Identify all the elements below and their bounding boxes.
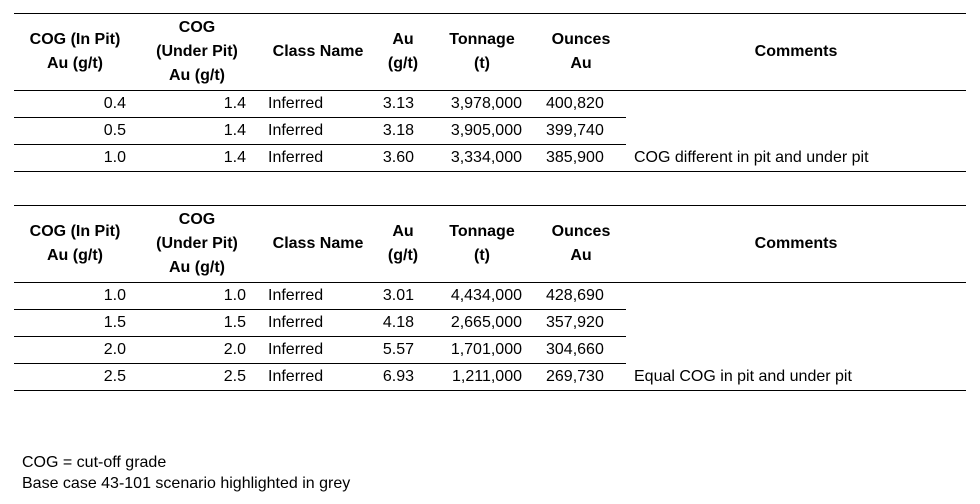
- header-ounces: Ounces Au: [536, 14, 626, 91]
- cog-in-pit-cell: 1.0: [14, 283, 136, 310]
- cog-under-pit-cell: 1.4: [136, 118, 258, 145]
- header-comments: Comments: [626, 14, 966, 91]
- ounces-cell: 385,900: [536, 145, 626, 172]
- cog-in-pit-cell: 1.0: [14, 145, 136, 172]
- class-name-cell: Inferred: [258, 283, 378, 310]
- tonnage-cell: 1,211,000: [428, 364, 536, 391]
- tonnage-cell: 4,434,000: [428, 283, 536, 310]
- class-name-cell: Inferred: [258, 118, 378, 145]
- au-cell: 3.60: [378, 145, 428, 172]
- ounces-cell: 304,660: [536, 337, 626, 364]
- header-row: [14, 14, 966, 91]
- comment-cell: COG different in pit and under pit: [626, 145, 966, 172]
- header-cog-under-pit: COG (Under Pit) Au (g/t): [136, 206, 258, 283]
- table-row: [14, 145, 966, 172]
- comment-cell: [626, 310, 966, 337]
- au-cell: 4.18: [378, 310, 428, 337]
- table-row: [14, 310, 966, 337]
- header-ounces: Ounces Au: [536, 206, 626, 283]
- ounces-cell: 428,690: [536, 283, 626, 310]
- tonnage-cell: 3,905,000: [428, 118, 536, 145]
- cog-in-pit-cell: 0.5: [14, 118, 136, 145]
- cog-in-pit-cell: 0.4: [14, 91, 136, 118]
- comment-cell: [626, 283, 966, 310]
- footnote-base-case: Base case 43-101 scenario highlighted in grey: [22, 475, 351, 492]
- au-cell: 3.01: [378, 283, 428, 310]
- cog-under-pit-cell: 1.5: [136, 310, 258, 337]
- header-comments: Comments: [626, 206, 966, 283]
- resource-table-2: [14, 205, 966, 391]
- ounces-cell: 357,920: [536, 310, 626, 337]
- header-cog-in-pit: COG (In Pit) Au (g/t): [14, 206, 136, 283]
- header-tonnage: Tonnage (t): [428, 206, 536, 283]
- au-cell: 6.93: [378, 364, 428, 391]
- header-cog-under-pit: COG (Under Pit) Au (g/t): [136, 14, 258, 91]
- comment-cell: Equal COG in pit and under pit: [626, 364, 966, 391]
- class-name-cell: Inferred: [258, 310, 378, 337]
- comment-cell: [626, 337, 966, 364]
- table-row: [14, 364, 966, 391]
- ounces-cell: 400,820: [536, 91, 626, 118]
- class-name-cell: Inferred: [258, 145, 378, 172]
- comment-cell: [626, 91, 966, 118]
- header-class-name: Class Name: [258, 14, 378, 91]
- table-row: [14, 91, 966, 118]
- table-row: [14, 283, 966, 310]
- cog-under-pit-cell: 1.4: [136, 145, 258, 172]
- header-tonnage: Tonnage (t): [428, 14, 536, 91]
- header-class-name: Class Name: [258, 206, 378, 283]
- tonnage-cell: 2,665,000: [428, 310, 536, 337]
- tonnage-cell: 3,334,000: [428, 145, 536, 172]
- footer-notes: [22, 452, 350, 494]
- class-name-cell: Inferred: [258, 364, 378, 391]
- cog-under-pit-cell: 2.0: [136, 337, 258, 364]
- au-cell: 5.57: [378, 337, 428, 364]
- au-cell: 3.13: [378, 91, 428, 118]
- header-cog-in-pit: COG (In Pit) Au (g/t): [14, 14, 136, 91]
- table-row: [14, 118, 966, 145]
- footnote-cog-definition: COG = cut-off grade: [22, 454, 167, 471]
- table-row: [14, 337, 966, 364]
- header-row: [14, 206, 966, 283]
- au-cell: 3.18: [378, 118, 428, 145]
- comment-cell: [626, 118, 966, 145]
- class-name-cell: Inferred: [258, 337, 378, 364]
- cog-under-pit-cell: 1.0: [136, 283, 258, 310]
- tonnage-cell: 3,978,000: [428, 91, 536, 118]
- cog-under-pit-cell: 2.5: [136, 364, 258, 391]
- header-au: Au (g/t): [378, 14, 428, 91]
- ounces-cell: 269,730: [536, 364, 626, 391]
- cog-in-pit-cell: 1.5: [14, 310, 136, 337]
- cog-in-pit-cell: 2.0: [14, 337, 136, 364]
- header-au: Au (g/t): [378, 206, 428, 283]
- class-name-cell: Inferred: [258, 91, 378, 118]
- resource-table-1: [14, 13, 966, 172]
- tonnage-cell: 1,701,000: [428, 337, 536, 364]
- ounces-cell: 399,740: [536, 118, 626, 145]
- cog-in-pit-cell: 2.5: [14, 364, 136, 391]
- cog-under-pit-cell: 1.4: [136, 91, 258, 118]
